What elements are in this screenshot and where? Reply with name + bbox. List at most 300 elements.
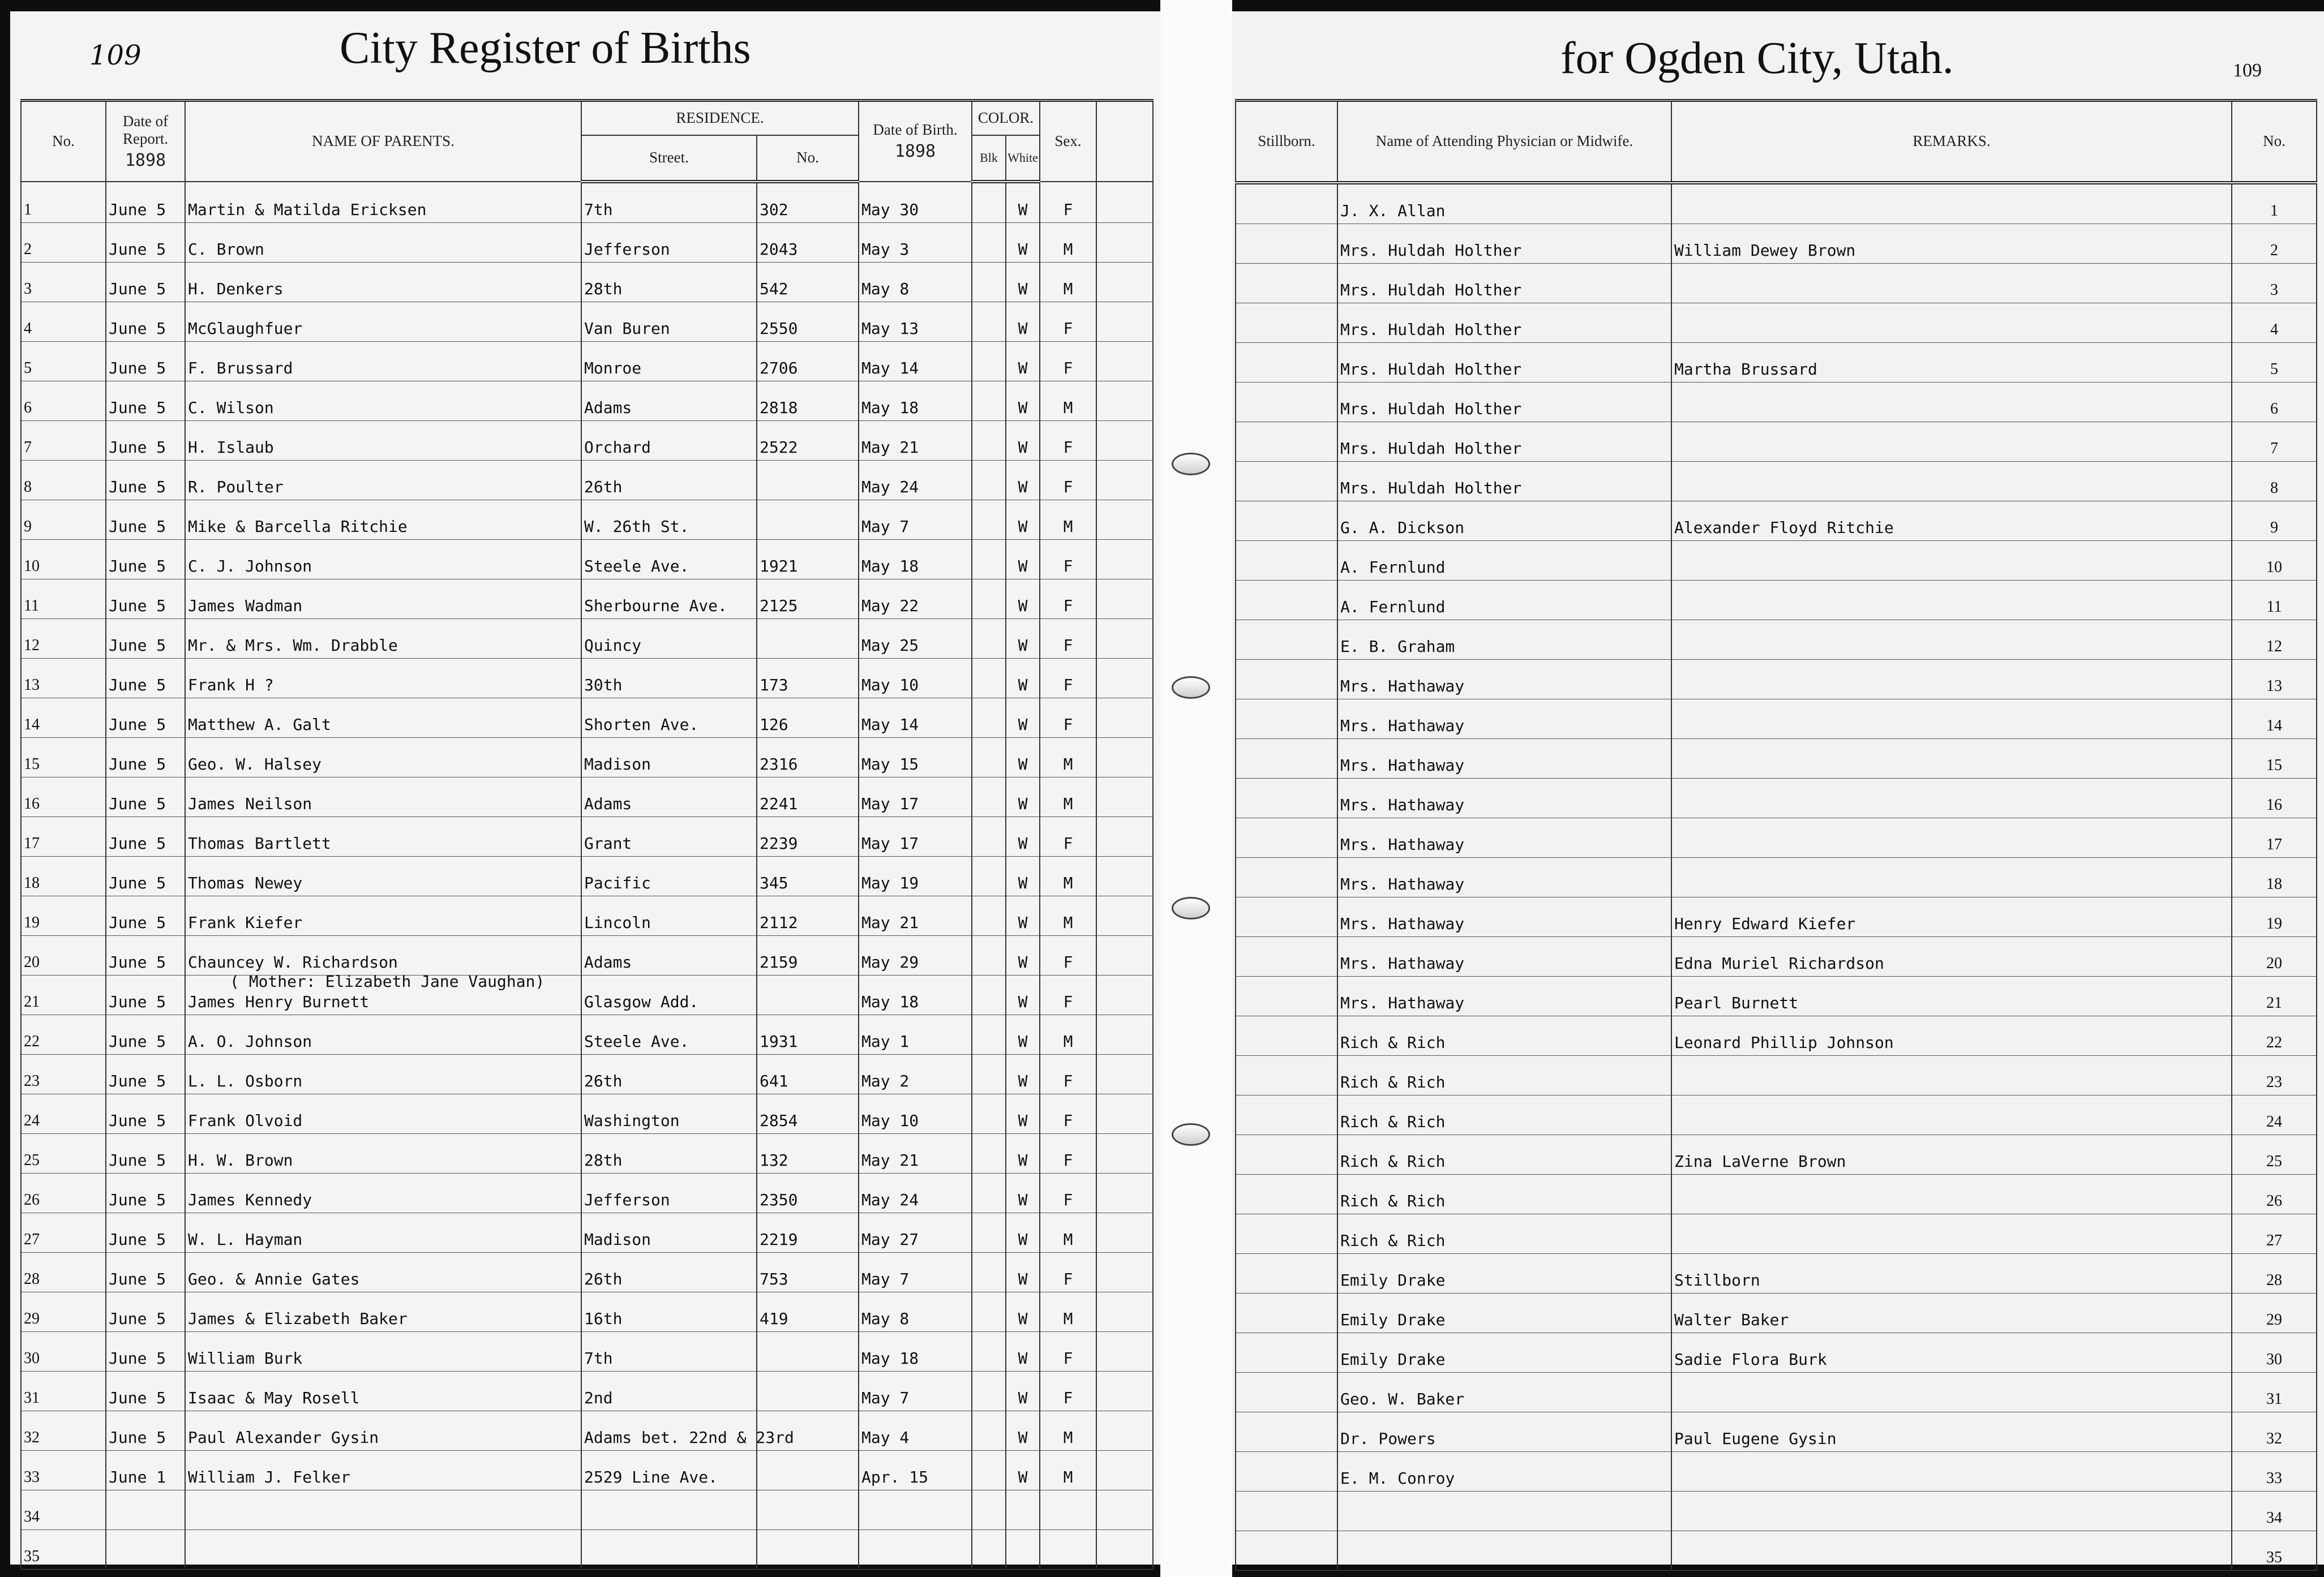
- date-of-report-text: June 5: [109, 1111, 166, 1130]
- house-number: [757, 1332, 859, 1372]
- entry-number-right: [2232, 422, 2317, 462]
- date-of-report: [106, 342, 185, 381]
- date-of-birth: [859, 1292, 972, 1332]
- entry-number: [21, 461, 106, 500]
- attending-physician: [1337, 1175, 1671, 1214]
- entry-number-right: [2232, 303, 2317, 343]
- remarks: [1671, 383, 2232, 422]
- name-of-parents-text: Frank Kiefer: [188, 913, 303, 932]
- date-of-report: [106, 777, 185, 817]
- entry-number-right-text: 14: [2266, 717, 2282, 734]
- register-row: [1236, 1095, 2317, 1135]
- remarks: [1671, 581, 2232, 620]
- remarks: [1671, 422, 2232, 462]
- house-number-text: 2043: [760, 240, 798, 259]
- name-of-parents-text: Matthew A. Galt: [188, 715, 331, 734]
- color-white: [1006, 381, 1040, 421]
- house-number: [757, 1292, 859, 1332]
- stillborn: [1236, 581, 1337, 620]
- sex-text: F: [1063, 834, 1073, 853]
- entry-number: [21, 698, 106, 738]
- sex: [1040, 817, 1096, 857]
- entry-number: [21, 540, 106, 579]
- house-number: [757, 659, 859, 698]
- blank-cell: [1096, 857, 1153, 896]
- house-number: [757, 698, 859, 738]
- entry-number-right: [2232, 1095, 2317, 1135]
- date-of-report-text: June 5: [109, 596, 166, 615]
- entry-number-right-text: 15: [2266, 757, 2282, 774]
- blank-cell: [1096, 381, 1153, 421]
- street-text: Sherbourne Ave.: [584, 596, 727, 615]
- date-of-birth-text: May 14: [861, 715, 919, 734]
- date-of-report: [106, 579, 185, 619]
- name-of-parents: [185, 1253, 581, 1292]
- register-row: [21, 1253, 1153, 1292]
- date-of-report: [106, 698, 185, 738]
- color-black: [972, 659, 1006, 698]
- blank-cell: [1096, 1411, 1153, 1451]
- street: [581, 182, 757, 223]
- register-row: [1236, 937, 2317, 977]
- color-white: [1006, 1134, 1040, 1174]
- register-row: [21, 1372, 1153, 1411]
- date-of-report-text: June 5: [109, 319, 166, 338]
- street: [581, 817, 757, 857]
- stillborn: [1236, 1214, 1337, 1254]
- name-of-parents-text: F. Brussard: [188, 359, 293, 377]
- col-header-street: Street.: [581, 135, 757, 182]
- date-of-birth: [859, 302, 972, 342]
- attending-physician-text: Mrs. Hathaway: [1340, 796, 1465, 814]
- blank-cell: [1096, 223, 1153, 263]
- street-text: 2529 Line Ave.: [584, 1468, 718, 1486]
- stillborn: [1236, 1016, 1337, 1056]
- date-of-report-text: June 5: [109, 834, 166, 853]
- color-white-text: W: [1018, 596, 1028, 615]
- street-text: Madison: [584, 755, 651, 774]
- sex-text: F: [1063, 557, 1073, 575]
- color-black: [972, 1332, 1006, 1372]
- street-text: Orchard: [584, 438, 651, 457]
- entry-number-text: 5: [24, 359, 32, 377]
- house-number-text: 345: [760, 874, 788, 892]
- entry-number-right-text: 32: [2266, 1430, 2282, 1447]
- name-of-parents-text: Frank Olvoid: [188, 1111, 303, 1130]
- register-row: [21, 738, 1153, 777]
- blank-cell: [1096, 579, 1153, 619]
- color-white-text: W: [1018, 1428, 1028, 1447]
- sex: [1040, 182, 1096, 223]
- date-of-birth: [859, 1411, 972, 1451]
- date-of-report: [106, 936, 185, 976]
- color-black: [972, 1292, 1006, 1332]
- remarks: [1671, 1214, 2232, 1254]
- color-white-text: W: [1018, 715, 1028, 734]
- attending-physician: [1337, 1452, 1671, 1492]
- sex-text: F: [1063, 1151, 1073, 1170]
- color-white: [1006, 857, 1040, 896]
- date-of-birth-text: May 24: [861, 478, 919, 496]
- name-of-parents: [185, 500, 581, 540]
- sex-text: M: [1063, 1309, 1073, 1328]
- date-of-report-text: June 5: [109, 1032, 166, 1051]
- register-row: [1236, 1333, 2317, 1373]
- date-of-report: [106, 1174, 185, 1213]
- entry-number-right-text: 17: [2266, 836, 2282, 853]
- house-number: [757, 500, 859, 540]
- street: [581, 1134, 757, 1174]
- entry-number: [21, 1094, 106, 1134]
- entry-number-text: 28: [24, 1270, 40, 1288]
- name-of-parents: [185, 936, 581, 976]
- color-black: [972, 936, 1006, 976]
- register-row: [1236, 779, 2317, 818]
- register-row: [1236, 1254, 2317, 1294]
- remarks: [1671, 264, 2232, 303]
- color-white: [1006, 1055, 1040, 1094]
- date-of-report-text: June 5: [109, 517, 166, 536]
- color-white-text: W: [1018, 794, 1028, 813]
- date-of-birth-text: May 13: [861, 319, 919, 338]
- color-black: [972, 540, 1006, 579]
- register-row: [21, 1530, 1153, 1570]
- register-row: [21, 1490, 1153, 1530]
- blank-cell: [1096, 540, 1153, 579]
- house-number: [757, 1372, 859, 1411]
- house-number: [757, 896, 859, 936]
- sex: [1040, 1055, 1096, 1094]
- house-number-text: 419: [760, 1309, 788, 1328]
- register-row: [21, 936, 1153, 976]
- street-text: 28th: [584, 280, 623, 298]
- date-of-birth-text: May 15: [861, 755, 919, 774]
- remarks: [1671, 858, 2232, 897]
- street: [581, 381, 757, 421]
- remarks: [1671, 779, 2232, 818]
- attending-physician-text: Rich & Rich: [1340, 1073, 1446, 1092]
- attending-physician: [1337, 501, 1671, 541]
- register-row: [21, 1332, 1153, 1372]
- date-of-birth: [859, 500, 972, 540]
- attending-physician-text: Mrs. Hathaway: [1340, 954, 1465, 973]
- register-row: [1236, 264, 2317, 303]
- attending-physician-text: Rich & Rich: [1340, 1112, 1446, 1131]
- blank-cell: [1096, 1253, 1153, 1292]
- attending-physician: [1337, 1531, 1671, 1571]
- color-white-text: W: [1018, 1151, 1028, 1170]
- sex-text: F: [1063, 636, 1073, 655]
- stillborn: [1236, 303, 1337, 343]
- entry-number-right-text: 1: [2270, 202, 2278, 220]
- entry-number: [21, 896, 106, 936]
- register-row: [21, 302, 1153, 342]
- remarks: [1671, 1095, 2232, 1135]
- house-number-text: 2706: [760, 359, 798, 377]
- register-row: [1236, 1373, 2317, 1412]
- remarks: [1671, 897, 2232, 937]
- entry-number: [21, 619, 106, 659]
- right-register-page: [1232, 11, 2324, 1565]
- entry-number-text: 10: [24, 557, 40, 575]
- name-of-parents-text: H. Denkers: [188, 280, 284, 298]
- color-black: [972, 896, 1006, 936]
- street: [581, 1372, 757, 1411]
- name-of-parents-text: James Wadman: [188, 596, 303, 615]
- register-row: [1236, 422, 2317, 462]
- attending-physician-text: A. Fernlund: [1340, 598, 1446, 616]
- name-of-parents: [185, 342, 581, 381]
- date-of-birth: [859, 263, 972, 302]
- color-white-text: W: [1018, 953, 1028, 972]
- date-of-report: [106, 381, 185, 421]
- name-of-parents-text: Mike & Barcella Ritchie: [188, 517, 408, 536]
- entry-number-right-text: 5: [2270, 360, 2278, 378]
- date-of-report: [106, 1253, 185, 1292]
- name-of-parents-text: Paul Alexander Gysin: [188, 1428, 379, 1447]
- color-black: [972, 1253, 1006, 1292]
- name-of-parents: [185, 698, 581, 738]
- date-of-report: [106, 738, 185, 777]
- blank-cell: [1096, 619, 1153, 659]
- register-row: [21, 381, 1153, 421]
- entry-number-text: 23: [24, 1072, 40, 1090]
- color-black: [972, 223, 1006, 263]
- stillborn: [1236, 1095, 1337, 1135]
- color-white-text: W: [1018, 200, 1028, 219]
- attending-physician: [1337, 858, 1671, 897]
- date-of-birth-text: May 18: [861, 992, 919, 1011]
- sex: [1040, 1174, 1096, 1213]
- street: [581, 500, 757, 540]
- color-white: [1006, 1530, 1040, 1570]
- register-row: [1236, 501, 2317, 541]
- sex-text: F: [1063, 1111, 1073, 1130]
- sex: [1040, 738, 1096, 777]
- register-row: [1236, 739, 2317, 779]
- house-number: [757, 1530, 859, 1570]
- house-number: [757, 619, 859, 659]
- date-of-report: [106, 857, 185, 896]
- sex: [1040, 1292, 1096, 1332]
- register-row: [21, 698, 1153, 738]
- entry-number-text: 9: [24, 518, 32, 535]
- sex: [1040, 461, 1096, 500]
- sex-text: F: [1063, 953, 1073, 972]
- house-number-text: 2316: [760, 755, 798, 774]
- sex: [1040, 777, 1096, 817]
- entry-number: [21, 1451, 106, 1490]
- date-of-report: [106, 223, 185, 263]
- entry-number-right: [2232, 183, 2317, 224]
- street-text: 26th: [584, 1072, 623, 1090]
- blank-cell: [1096, 738, 1153, 777]
- date-of-birth-text: May 4: [861, 1428, 910, 1447]
- entry-number-right: [2232, 1333, 2317, 1373]
- blank-cell: [1096, 421, 1153, 461]
- entry-number-right: [2232, 383, 2317, 422]
- entry-number-right: [2232, 264, 2317, 303]
- house-number: [757, 1134, 859, 1174]
- blank-cell: [1096, 1134, 1153, 1174]
- register-row: [1236, 620, 2317, 660]
- entry-number-right: [2232, 739, 2317, 779]
- entry-number-right: [2232, 779, 2317, 818]
- name-of-parents: [185, 1411, 581, 1451]
- name-of-parents-text: Thomas Bartlett: [188, 834, 331, 853]
- blank-cell: [1096, 182, 1153, 223]
- date-of-birth-text: May 7: [861, 517, 910, 536]
- street-text: 26th: [584, 1270, 623, 1288]
- sex-text: M: [1063, 240, 1073, 259]
- name-of-parents: [185, 461, 581, 500]
- color-white-text: W: [1018, 874, 1028, 892]
- color-white: [1006, 1292, 1040, 1332]
- entry-number: [21, 1015, 106, 1055]
- sex: [1040, 1490, 1096, 1530]
- date-of-report: [106, 182, 185, 223]
- color-black: [972, 857, 1006, 896]
- register-row: [21, 461, 1153, 500]
- entry-number-text: 35: [24, 1548, 40, 1565]
- date-of-birth: [859, 936, 972, 976]
- entry-number-right: [2232, 660, 2317, 699]
- name-of-parents-text: H. W. Brown: [188, 1151, 293, 1170]
- street: [581, 1213, 757, 1253]
- date-of-report: [106, 976, 185, 1015]
- entry-number: [21, 1174, 106, 1213]
- attending-physician-text: J. X. Allan: [1340, 201, 1446, 220]
- house-number-text: 2854: [760, 1111, 798, 1130]
- street: [581, 1292, 757, 1332]
- sex: [1040, 896, 1096, 936]
- date-of-report-text: June 5: [109, 478, 166, 496]
- sex: [1040, 1134, 1096, 1174]
- name-of-parents-text: W. L. Hayman: [188, 1230, 303, 1249]
- attending-physician-text: Mrs. Huldah Holther: [1340, 241, 1522, 260]
- date-of-birth: [859, 540, 972, 579]
- entry-number-right-text: 11: [2266, 598, 2282, 616]
- house-number-text: 302: [760, 200, 788, 219]
- attending-physician: [1337, 699, 1671, 739]
- street-text: Madison: [584, 1230, 651, 1249]
- date-of-report: [106, 1451, 185, 1490]
- street-text: 2nd: [584, 1389, 613, 1407]
- register-row: [21, 1055, 1153, 1094]
- house-number-text: 2125: [760, 596, 798, 615]
- remarks: [1671, 1333, 2232, 1373]
- street: [581, 342, 757, 381]
- sex: [1040, 1451, 1096, 1490]
- sex: [1040, 421, 1096, 461]
- blank-cell: [1096, 1451, 1153, 1490]
- date-of-report: [106, 500, 185, 540]
- name-of-parents-text: James Neilson: [188, 794, 312, 813]
- color-white-text: W: [1018, 676, 1028, 694]
- register-row: [21, 857, 1153, 896]
- entry-number-right: [2232, 977, 2317, 1016]
- house-number: [757, 857, 859, 896]
- entry-number-text: 29: [24, 1310, 40, 1327]
- register-row: [21, 1134, 1153, 1174]
- entry-number: [21, 223, 106, 263]
- page-title-right: for Ogden City, Utah.: [1560, 33, 1954, 83]
- attending-physician-text: Emily Drake: [1340, 1350, 1446, 1369]
- street: [581, 302, 757, 342]
- col-header-white: White: [1006, 135, 1040, 182]
- date-of-report: [106, 817, 185, 857]
- entry-number-right: [2232, 581, 2317, 620]
- blank-cell: [1096, 698, 1153, 738]
- entry-number-right-text: 30: [2266, 1351, 2282, 1368]
- name-of-parents-text: William J. Felker: [188, 1468, 350, 1486]
- entry-number-right-text: 20: [2266, 955, 2282, 972]
- stillborn: [1236, 818, 1337, 858]
- date-of-birth: [859, 223, 972, 263]
- entry-number-right-text: 21: [2266, 994, 2282, 1012]
- blank-cell: [1096, 777, 1153, 817]
- register-row: [21, 659, 1153, 698]
- entry-number-right-text: 27: [2266, 1232, 2282, 1249]
- entry-number-right-text: 12: [2266, 638, 2282, 655]
- name-of-parents-text: James Kennedy: [188, 1191, 312, 1209]
- street: [581, 777, 757, 817]
- date-of-birth: [859, 579, 972, 619]
- sex-text: F: [1063, 1389, 1073, 1407]
- date-of-birth-text: May 7: [861, 1389, 910, 1407]
- remarks: [1671, 501, 2232, 541]
- color-white-text: W: [1018, 834, 1028, 853]
- date-of-report-text: June 5: [109, 1230, 166, 1249]
- remarks: [1671, 660, 2232, 699]
- sex-text: F: [1063, 319, 1073, 338]
- register-row: [1236, 897, 2317, 937]
- stillborn: [1236, 937, 1337, 977]
- attending-physician-text: A. Fernlund: [1340, 558, 1446, 577]
- color-white-text: W: [1018, 438, 1028, 457]
- name-of-parents-text: L. L. Osborn: [188, 1072, 303, 1090]
- street-text: Glasgow Add.: [584, 992, 699, 1011]
- color-white-text: W: [1018, 1032, 1028, 1051]
- register-row: [1236, 660, 2317, 699]
- entry-number-right-text: 34: [2266, 1509, 2282, 1527]
- house-number-text: 2112: [760, 913, 798, 932]
- attending-physician: [1337, 660, 1671, 699]
- entry-number: [21, 381, 106, 421]
- street-text: Grant: [584, 834, 632, 853]
- entry-number-right-text: 8: [2270, 479, 2278, 497]
- entry-number-text: 31: [24, 1389, 40, 1407]
- color-white-text: W: [1018, 478, 1028, 496]
- date-of-birth: [859, 1490, 972, 1530]
- attending-physician-text: Dr. Powers: [1340, 1429, 1436, 1448]
- date-of-report-text: June 5: [109, 1072, 166, 1090]
- entry-number: [21, 976, 106, 1015]
- register-row: [21, 1411, 1153, 1451]
- entry-number-right: [2232, 1175, 2317, 1214]
- date-of-birth: [859, 461, 972, 500]
- remarks-text: Edna Muriel Richardson: [1674, 954, 1884, 973]
- entry-number: [21, 1134, 106, 1174]
- entry-number-right-text: 33: [2266, 1469, 2282, 1487]
- stillborn: [1236, 541, 1337, 581]
- sex: [1040, 1253, 1096, 1292]
- remarks: [1671, 1531, 2232, 1571]
- house-number-text: 542: [760, 280, 788, 298]
- sex-text: F: [1063, 359, 1073, 377]
- attending-physician-text: Mrs. Huldah Holther: [1340, 281, 1522, 299]
- attending-physician: [1337, 1095, 1671, 1135]
